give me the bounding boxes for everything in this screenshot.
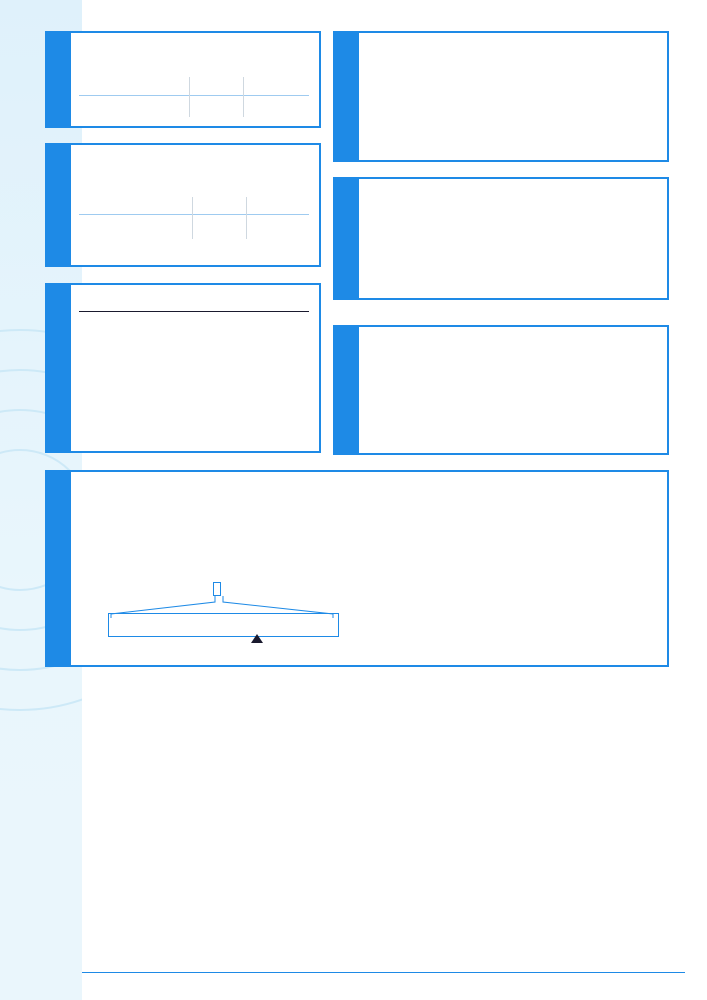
divider xyxy=(79,214,309,215)
divider xyxy=(189,77,190,117)
zoom-frame xyxy=(108,613,339,637)
sensors-panel xyxy=(333,31,669,162)
divider xyxy=(243,77,244,117)
energy-panel xyxy=(45,31,321,128)
energy-tab xyxy=(45,31,71,128)
divider xyxy=(79,311,309,312)
document-id xyxy=(12,770,28,970)
cell-voltage-panel xyxy=(45,470,669,667)
divider xyxy=(79,95,309,96)
range-panel xyxy=(45,143,321,267)
divider xyxy=(192,197,193,239)
bms-tab xyxy=(333,177,359,300)
range-tab xyxy=(45,143,71,267)
average-marker-icon xyxy=(251,634,263,643)
footer-divider xyxy=(82,972,685,973)
protocol-panel xyxy=(45,283,321,453)
measurements-panel xyxy=(333,325,669,455)
cell-voltage-tab xyxy=(45,470,71,667)
sensors-tab xyxy=(333,31,359,162)
bms-panel xyxy=(333,177,669,300)
divider xyxy=(246,197,247,239)
scale-marker xyxy=(213,582,221,596)
measurements-tab xyxy=(333,325,359,455)
protocol-tab xyxy=(45,283,71,453)
